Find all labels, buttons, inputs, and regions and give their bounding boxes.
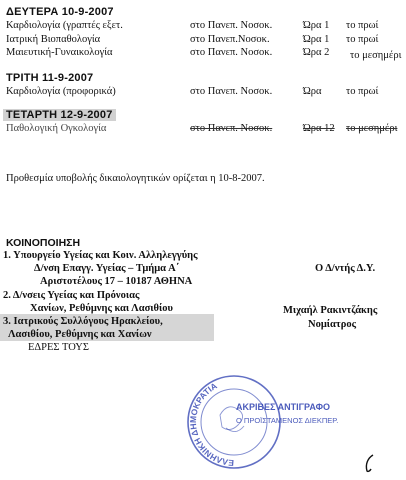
exam-subject: Ιατρική Βιοπαθολογία — [6, 34, 101, 45]
exam-period: το μεσημέρι — [350, 50, 402, 61]
day-wednesday-heading: ΤΕΤΑΡΤΗ 12-9-2007 — [3, 109, 116, 121]
exam-time: Ώρα 2 — [303, 47, 330, 58]
exam-place: στο Πανεπ.Νοσοκ. — [190, 34, 270, 45]
exam-subject: Καρδιολογία (γραπτές εξετ. — [6, 20, 123, 31]
exam-place: στο Πανεπ. Νοσοκ. — [190, 123, 273, 134]
exam-place: στο Πανεπ. Νοσοκ. — [190, 86, 273, 97]
day-monday-heading: ΔΕΥΤΕΡΑ 10-9-2007 — [6, 6, 114, 18]
recipient-line: 3. Ιατρικούς Συλλόγους Ηρακλείου, — [3, 316, 163, 327]
exam-place: στο Πανεπ. Νοσοκ. — [190, 47, 273, 58]
svg-text:ΕΛΛΗΝΙΚΗ ΔΗΜΟΚΡΑΤΙΑ — [188, 381, 234, 468]
day-tuesday-heading: ΤΡΙΤΗ 11-9-2007 — [6, 72, 94, 84]
exam-period: το πρωί — [346, 20, 379, 31]
exam-time: Ώρα 12 — [303, 123, 335, 134]
exam-subject: Μαιευτική-Γυναικολογία — [6, 47, 113, 58]
stamp-line-official: Ο ΠΡΟΪΣΤΑΜΕΝΟΣ ΔΙΕΚΠΕΡ. — [236, 416, 339, 425]
signature-name: Μιχαήλ Ρακιντζάκης — [283, 305, 378, 316]
signature-title: Νομίατρος — [308, 319, 357, 330]
stamp-line-certified: ΑΚΡΙΒΕΣ ΑΝΤΙΓΡΑΦΟ — [236, 402, 330, 412]
exam-period: το πρωί — [346, 34, 379, 45]
exam-subject: Παθολογική Ογκολογία — [6, 123, 107, 134]
recipient-line: Χανίων, Ρεθύμνης και Λασιθίου — [30, 303, 173, 314]
recipient-line: 1. Υπουργείο Υγείας και Κοιν. Αλληλεγγύης — [3, 250, 198, 261]
exam-time: Ώρα — [303, 86, 322, 97]
exam-period: το μεσημέρι — [346, 123, 398, 134]
recipient-line: Λασιθίου, Ρεθύμνης και Χανίων — [8, 329, 152, 340]
stamp-ring-text: ΕΛΛΗΝΙΚΗ ΔΗΜΟΚΡΑΤΙΑ — [187, 380, 235, 469]
exam-subject: Καρδιολογία (προφορικά) — [6, 86, 116, 97]
exam-time: Ώρα 1 — [303, 34, 330, 45]
recipient-line: Δ/νση Επαγγ. Υγείας – Τμήμα Α΄ — [34, 263, 180, 274]
recipient-line: Αριστοτέλους 17 – 10187 ΑΘΗΝΑ — [40, 276, 193, 287]
deadline-note: Προθεσμία υποβολής δικαιολογητικών ορίζεται η 10-8-2007. — [6, 173, 265, 184]
handwritten-mark-icon — [362, 452, 378, 474]
recipients-footer: ΕΔΡΕΣ ΤΟΥΣ — [28, 342, 89, 353]
signature-role: Ο Δ/ντής Δ.Υ. — [315, 263, 376, 274]
exam-place: στο Πανεπ. Νοσοκ. — [190, 20, 273, 31]
notification-heading: ΚΟΙΝΟΠΟΙΗΣΗ — [6, 237, 81, 249]
recipient-line: 2. Δ/νσεις Υγείας και Πρόνοιας — [3, 290, 140, 301]
exam-time: Ώρα 1 — [303, 20, 330, 31]
exam-period: το πρωί — [346, 86, 379, 97]
